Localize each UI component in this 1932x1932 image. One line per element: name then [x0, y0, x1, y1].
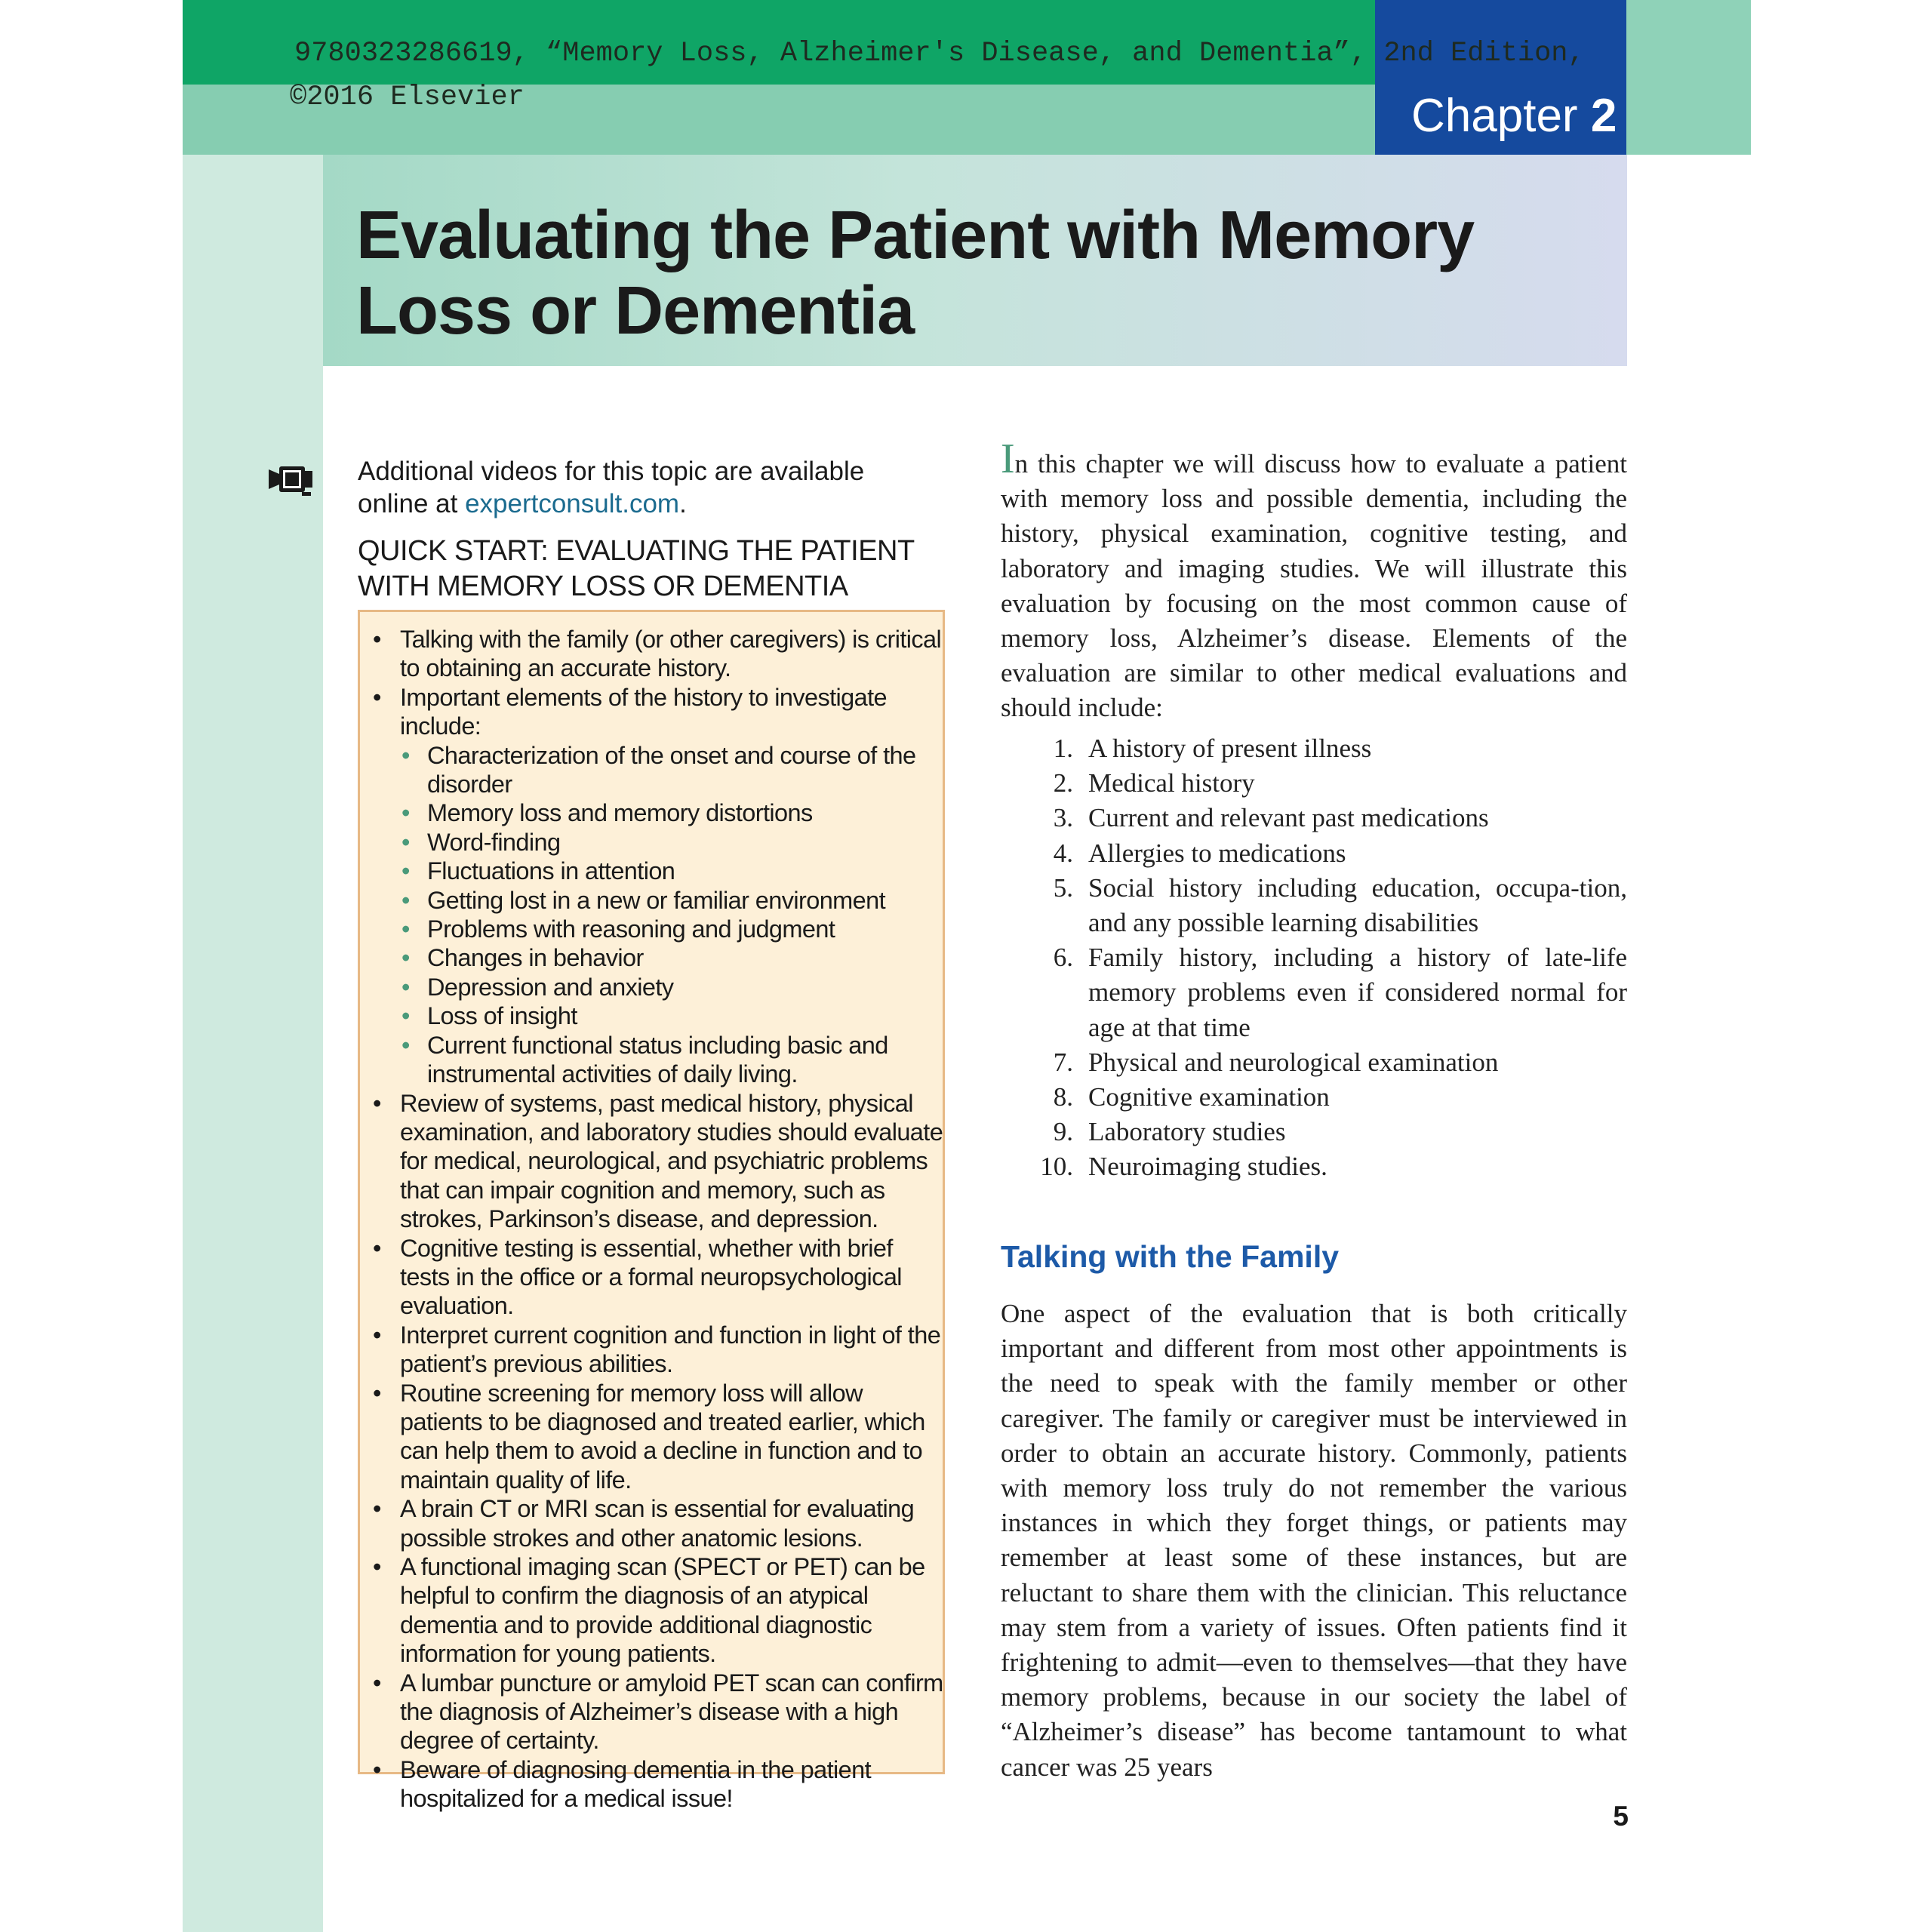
evaluation-list-text: Laboratory studies — [1088, 1117, 1286, 1147]
evaluation-list-number: 6. — [1053, 943, 1073, 973]
isbn-line-1: 9780323286619, “Memory Loss, Alzheimer's Disease, and Dementia”, 2nd Edition, — [294, 38, 1585, 69]
evaluation-list-number: 3. — [1053, 803, 1073, 833]
drop-cap: I — [1001, 435, 1015, 482]
video-camera-icon — [269, 460, 315, 497]
chapter-number: 2 — [1590, 90, 1617, 142]
chapter-title-line-2: Loss or Dementia — [356, 273, 915, 349]
quick-start-item: • Interpret current cognition and function in light of the patient’s previous abilities. — [370, 1321, 943, 1379]
evaluation-list-number: 8. — [1053, 1082, 1073, 1112]
quick-start-subitem: • Memory loss and memory distortions — [370, 798, 943, 827]
evaluation-list-item — [1001, 1045, 1627, 1080]
evaluation-list-item — [1001, 801, 1627, 835]
quick-start-title — [358, 534, 946, 605]
intro-text: n this chapter we will discuss how to evaluate a patient with memory loss and possible dementia, including the history, physical examination, cognitive testing, and laboratory and imaging studies. We will illustrate this evaluation by focusing on the most common cause of memory loss, Alzheimer’s disease. Elements of the evaluation are similar to other medical evaluations and should include: — [1001, 449, 1627, 723]
evaluation-list-item — [1001, 940, 1627, 1045]
evaluation-list-text: Neuroimaging studies. — [1088, 1152, 1327, 1182]
video-note-line-1: Additional videos for this topic are available — [358, 457, 865, 486]
chapter-title-line-1: Evaluating the Patient with Memory — [356, 198, 1475, 273]
quick-start-item: • A functional imaging scan (SPECT or PET) can be helpful to confirm the diagnosis of an atypical dementia and to provide additional diagnostic information for young patients. — [370, 1552, 943, 1669]
evaluation-list-text: Medical history — [1088, 768, 1255, 798]
evaluation-list — [1001, 731, 1627, 1185]
video-note-suffix: . — [679, 489, 687, 518]
quick-start-list — [370, 625, 943, 1814]
intro-paragraph — [1001, 435, 1627, 726]
evaluation-list-item — [1001, 871, 1627, 940]
quick-start-title-line-1: QUICK START: EVALUATING THE PATIENT — [358, 535, 915, 567]
evaluation-list-item — [1001, 1149, 1627, 1184]
quick-start-subitem: • Getting lost in a new or familiar environment — [370, 886, 943, 915]
evaluation-list-number: 5. — [1053, 872, 1073, 903]
left-margin-band — [183, 155, 323, 1932]
evaluation-list-text: Social history including education, occupa-tion, and any possible learning disabilities — [1088, 872, 1627, 938]
evaluation-list-number: 10. — [1040, 1152, 1073, 1182]
quick-start-item: • A brain CT or MRI scan is essential for evaluating possible strokes and other anatomic lesions. — [370, 1494, 943, 1552]
evaluation-list-item — [1001, 731, 1627, 766]
quick-start-subitem: • Fluctuations in attention — [370, 857, 943, 885]
evaluation-list-text: Current and relevant past medications — [1088, 803, 1489, 833]
evaluation-list-number: 7. — [1053, 1047, 1073, 1077]
quick-start-subitem: • Problems with reasoning and judgment — [370, 915, 943, 943]
section-heading: Talking with the Family — [1001, 1239, 1340, 1274]
evaluation-list-text: A history of present illness — [1088, 734, 1372, 763]
quick-start-item: • Talking with the family (or other caregivers) is critical to obtaining an accurate history. — [370, 625, 943, 683]
evaluation-list-item — [1001, 836, 1627, 871]
quick-start-subitem: • Word-finding — [370, 828, 943, 857]
quick-start-item: • Routine screening for memory loss will allow patients to be diagnosed and treated earlier, which can help them to avoid a decline in function and to maintain quality of life. — [370, 1379, 943, 1495]
quick-start-item: • Review of systems, past medical history, physical examination, and laboratory studies should evaluate for medical, neurological, and psychiatric problems that can impair cognition and memory, such as strokes, Parkinson’s disease, and depression. — [370, 1089, 943, 1234]
expertconsult-link[interactable]: expertconsult.com — [465, 489, 680, 518]
quick-start-subitem: • Characterization of the onset and course of the disorder — [370, 741, 943, 799]
isbn-line — [290, 32, 1585, 119]
video-note — [358, 455, 931, 520]
quick-start-subitem: • Current functional status including basic and instrumental activities of daily living. — [370, 1031, 943, 1089]
video-note-line-2 — [358, 488, 931, 520]
evaluation-list-number: 9. — [1053, 1117, 1073, 1147]
quick-start-subitem: • Changes in behavior — [370, 943, 943, 972]
quick-start-subitem: • Depression and anxiety — [370, 973, 943, 1001]
evaluation-list-item — [1001, 1115, 1627, 1149]
quick-start-subitem: • Loss of insight — [370, 1001, 943, 1030]
quick-start-item: • Cognitive testing is essential, whether with brief tests in the office or a formal neuropsychological evaluation. — [370, 1234, 943, 1321]
page-number: 5 — [1613, 1801, 1629, 1832]
evaluation-list-number: 2. — [1053, 768, 1073, 798]
evaluation-list-text: Allergies to medications — [1088, 838, 1346, 868]
header-right-strip — [1626, 0, 1751, 155]
quick-start-item: • Beware of diagnosing dementia in the patient hospitalized for a medical issue! — [370, 1755, 943, 1814]
evaluation-list-text: Family history, including a history of late-life memory problems even if considered normal for age at that time — [1088, 943, 1627, 1042]
evaluation-list-text: Cognitive examination — [1088, 1082, 1330, 1112]
evaluation-list-item — [1001, 766, 1627, 801]
isbn-line-2: ©2016 Elsevier — [290, 82, 525, 113]
evaluation-list-number: 4. — [1053, 838, 1073, 868]
evaluation-list-text: Physical and neurological examination — [1088, 1047, 1499, 1077]
evaluation-list-number: 1. — [1053, 734, 1073, 763]
evaluation-list-item — [1001, 1080, 1627, 1115]
section-body: One aspect of the evaluation that is both critically important and different from most other appointments is the need to speak with the family member or other caregiver. The family or caregiver must be interviewed in order to obtain an accurate history. Commonly, patients with memory loss truly do not remember the various instances in which they forget things, or patients may remember at least some of these instances, but are reluctant to share them with the clinician. This reluctance may stem from a variety of issues. Often patients find it frightening to admit—even to themselves—that they have memory problems, because in our society the label of “Alzheimer’s disease” has become tantamount to what cancer was 25 years — [1001, 1299, 1627, 1782]
quick-start-item: • A lumbar puncture or amyloid PET scan can confirm the diagnosis of Alzheimer’s disease with a high degree of certainty. — [370, 1669, 943, 1755]
quick-start-item: • Important elements of the history to investigate include: — [370, 683, 943, 741]
video-note-prefix: online at — [358, 489, 466, 518]
quick-start-title-line-2: WITH MEMORY LOSS OR DEMENTIA — [358, 571, 848, 602]
chapter-title — [356, 198, 1564, 349]
chapter-word: Chapter — [1411, 90, 1578, 142]
